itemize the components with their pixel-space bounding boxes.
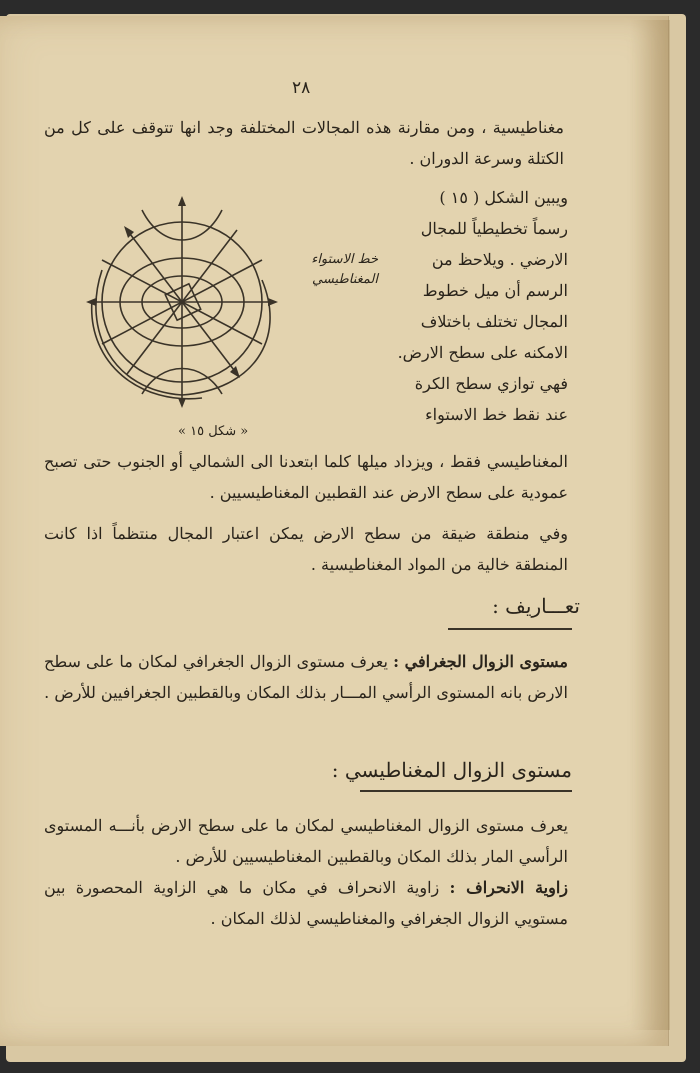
line: ويبين الشكل ( ١٥ ) [439, 188, 568, 207]
paragraph-uniform-field: وفي منطقة ضيقة من سطح الارض يمكن اعتبار المجال منتظماً اذا كانت المنطقة خالية من المواد المغناطيسية . [44, 524, 569, 574]
line: رسماً تخطيطياً للمجال [420, 219, 568, 238]
definition-magnetic-meridian: يعرف مستوى الزوال المغناطيسي لمكان ما على سطح الارض بأنـــه المستوى الرأسي المار بذلك المكان وبالقطبين المغناطيسيين للأرض . [44, 816, 568, 866]
heading-magnetic-meridian: مستوى الزوال المغناطيسي : [331, 758, 572, 782]
line: الارضي . ويلاحظ من [431, 250, 568, 269]
definition-text: يعرف مستوى الزوال الجغرافي لمكان ما على سطح الارض بانه المستوى الرأسي المـــار بذلك المكان وبالقطبين الجغرافيين للأرض . [44, 652, 568, 702]
line: عند نقط خط الاستواء [425, 405, 568, 424]
paragraph-intro: مغناطيسية ، ومن مقارنة هذه المجالات المختلفة وجد انها تتوقف على كل من الكتلة وسرعة الدوران . [44, 118, 564, 168]
heading-underline [448, 628, 572, 630]
paragraph-continued: المغناطيسي فقط ، ويزداد ميلها كلما ابتعدنا الى الشمالي أو الجنوب حتى تصبح عمودية على سطح الارض عند القطبين المغناطيسيين . [44, 452, 568, 502]
heading-underline [360, 790, 572, 792]
line: الرسم أن ميل خطوط [422, 281, 568, 300]
line: الامكنه على سطح الارض. [397, 343, 568, 362]
line: المجال تختلف باختلاف [420, 312, 568, 331]
figure-caption: « شكل ١٥ » [178, 424, 249, 439]
magnetic-field-figure [72, 190, 302, 420]
term-declination-angle: زاوية الانحراف : [449, 878, 569, 897]
line: فهي توازي سطح الكرة [414, 374, 568, 393]
paragraph-figure-description [368, 182, 568, 430]
definition-text: زاوية الانحراف في مكان ما هي الزاوية المحصورة بين مستويي الزوال الجغرافي والمغناطيسي لذلك المكان . [44, 878, 568, 928]
heading-definitions: تعـــاريف : [492, 594, 580, 618]
page-number: ٢٨ [292, 78, 311, 98]
definition-declination-angle [44, 872, 568, 934]
page-edge-shadow [630, 20, 670, 1030]
definition-geographic-meridian [44, 646, 568, 708]
figure-handwritten-note: خط الاستواء المغناطيسي [311, 252, 378, 287]
term-geographic-meridian: مستوى الزوال الجغرافي : [393, 652, 569, 671]
